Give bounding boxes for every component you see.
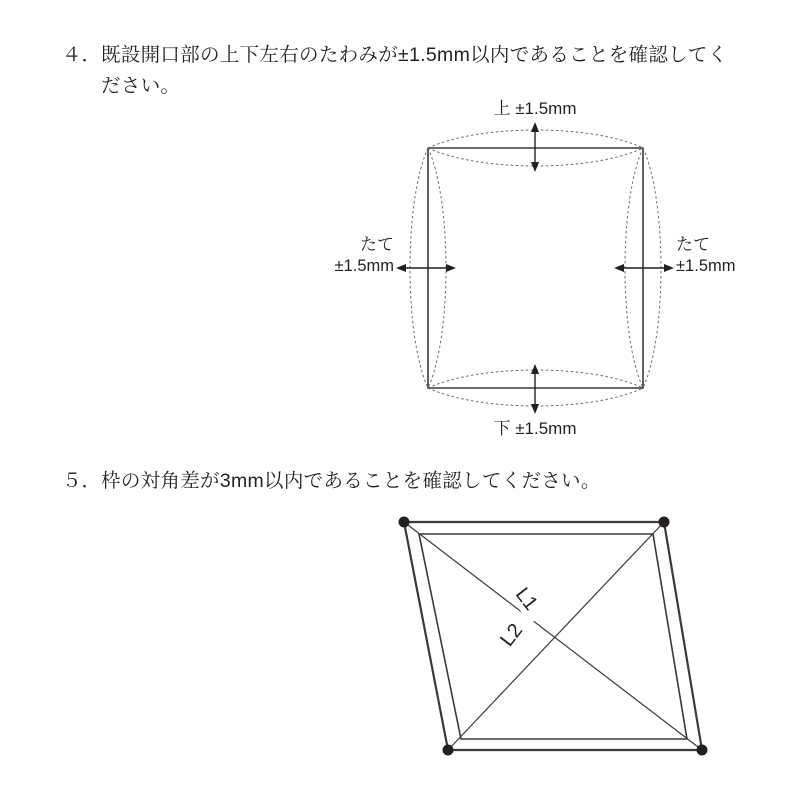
- instruction-item-5: [62, 466, 762, 497]
- item-4-number: ４．: [62, 44, 102, 66]
- bottom-tolerance-label: 下 ±1.5mm: [493, 419, 577, 438]
- corner-dot-top-left: [399, 517, 410, 528]
- right-tolerance-label-line2: ±1.5mm: [676, 257, 736, 275]
- diagonal-figure: [372, 506, 732, 776]
- right-tolerance-label-line1: たて: [676, 235, 710, 254]
- corner-dot-top-right: [659, 517, 670, 528]
- left-arrow: [396, 264, 456, 272]
- instruction-item-4: [62, 40, 752, 102]
- left-tolerance-label-line1: たて: [360, 235, 394, 254]
- item-4-text: 既設開口部の上下左右のたわみが±1.5mm以内であることを確認してください。: [101, 44, 728, 97]
- item-5-text: 枠の対角差が3mm以内であることを確認してください。: [101, 470, 601, 492]
- corner-dot-bottom-left: [443, 745, 454, 756]
- diagonal-label-l2: L2: [489, 611, 534, 660]
- left-tolerance-label-line2: ±1.5mm: [334, 257, 394, 275]
- corner-dot-bottom-right: [697, 745, 708, 756]
- diagonal-diagram-svg: [372, 506, 732, 776]
- diagonal-line-2: [448, 522, 664, 750]
- top-tolerance-label: 上 ±1.5mm: [493, 99, 577, 118]
- diagonal-label-l1: L1: [503, 575, 548, 624]
- bottom-arrow: [531, 364, 539, 414]
- deflection-figure: [300, 99, 740, 438]
- item-5-number: ５．: [62, 470, 102, 492]
- frame-outline: [428, 148, 643, 388]
- top-arrow: [531, 122, 539, 172]
- right-arrow: [614, 264, 674, 272]
